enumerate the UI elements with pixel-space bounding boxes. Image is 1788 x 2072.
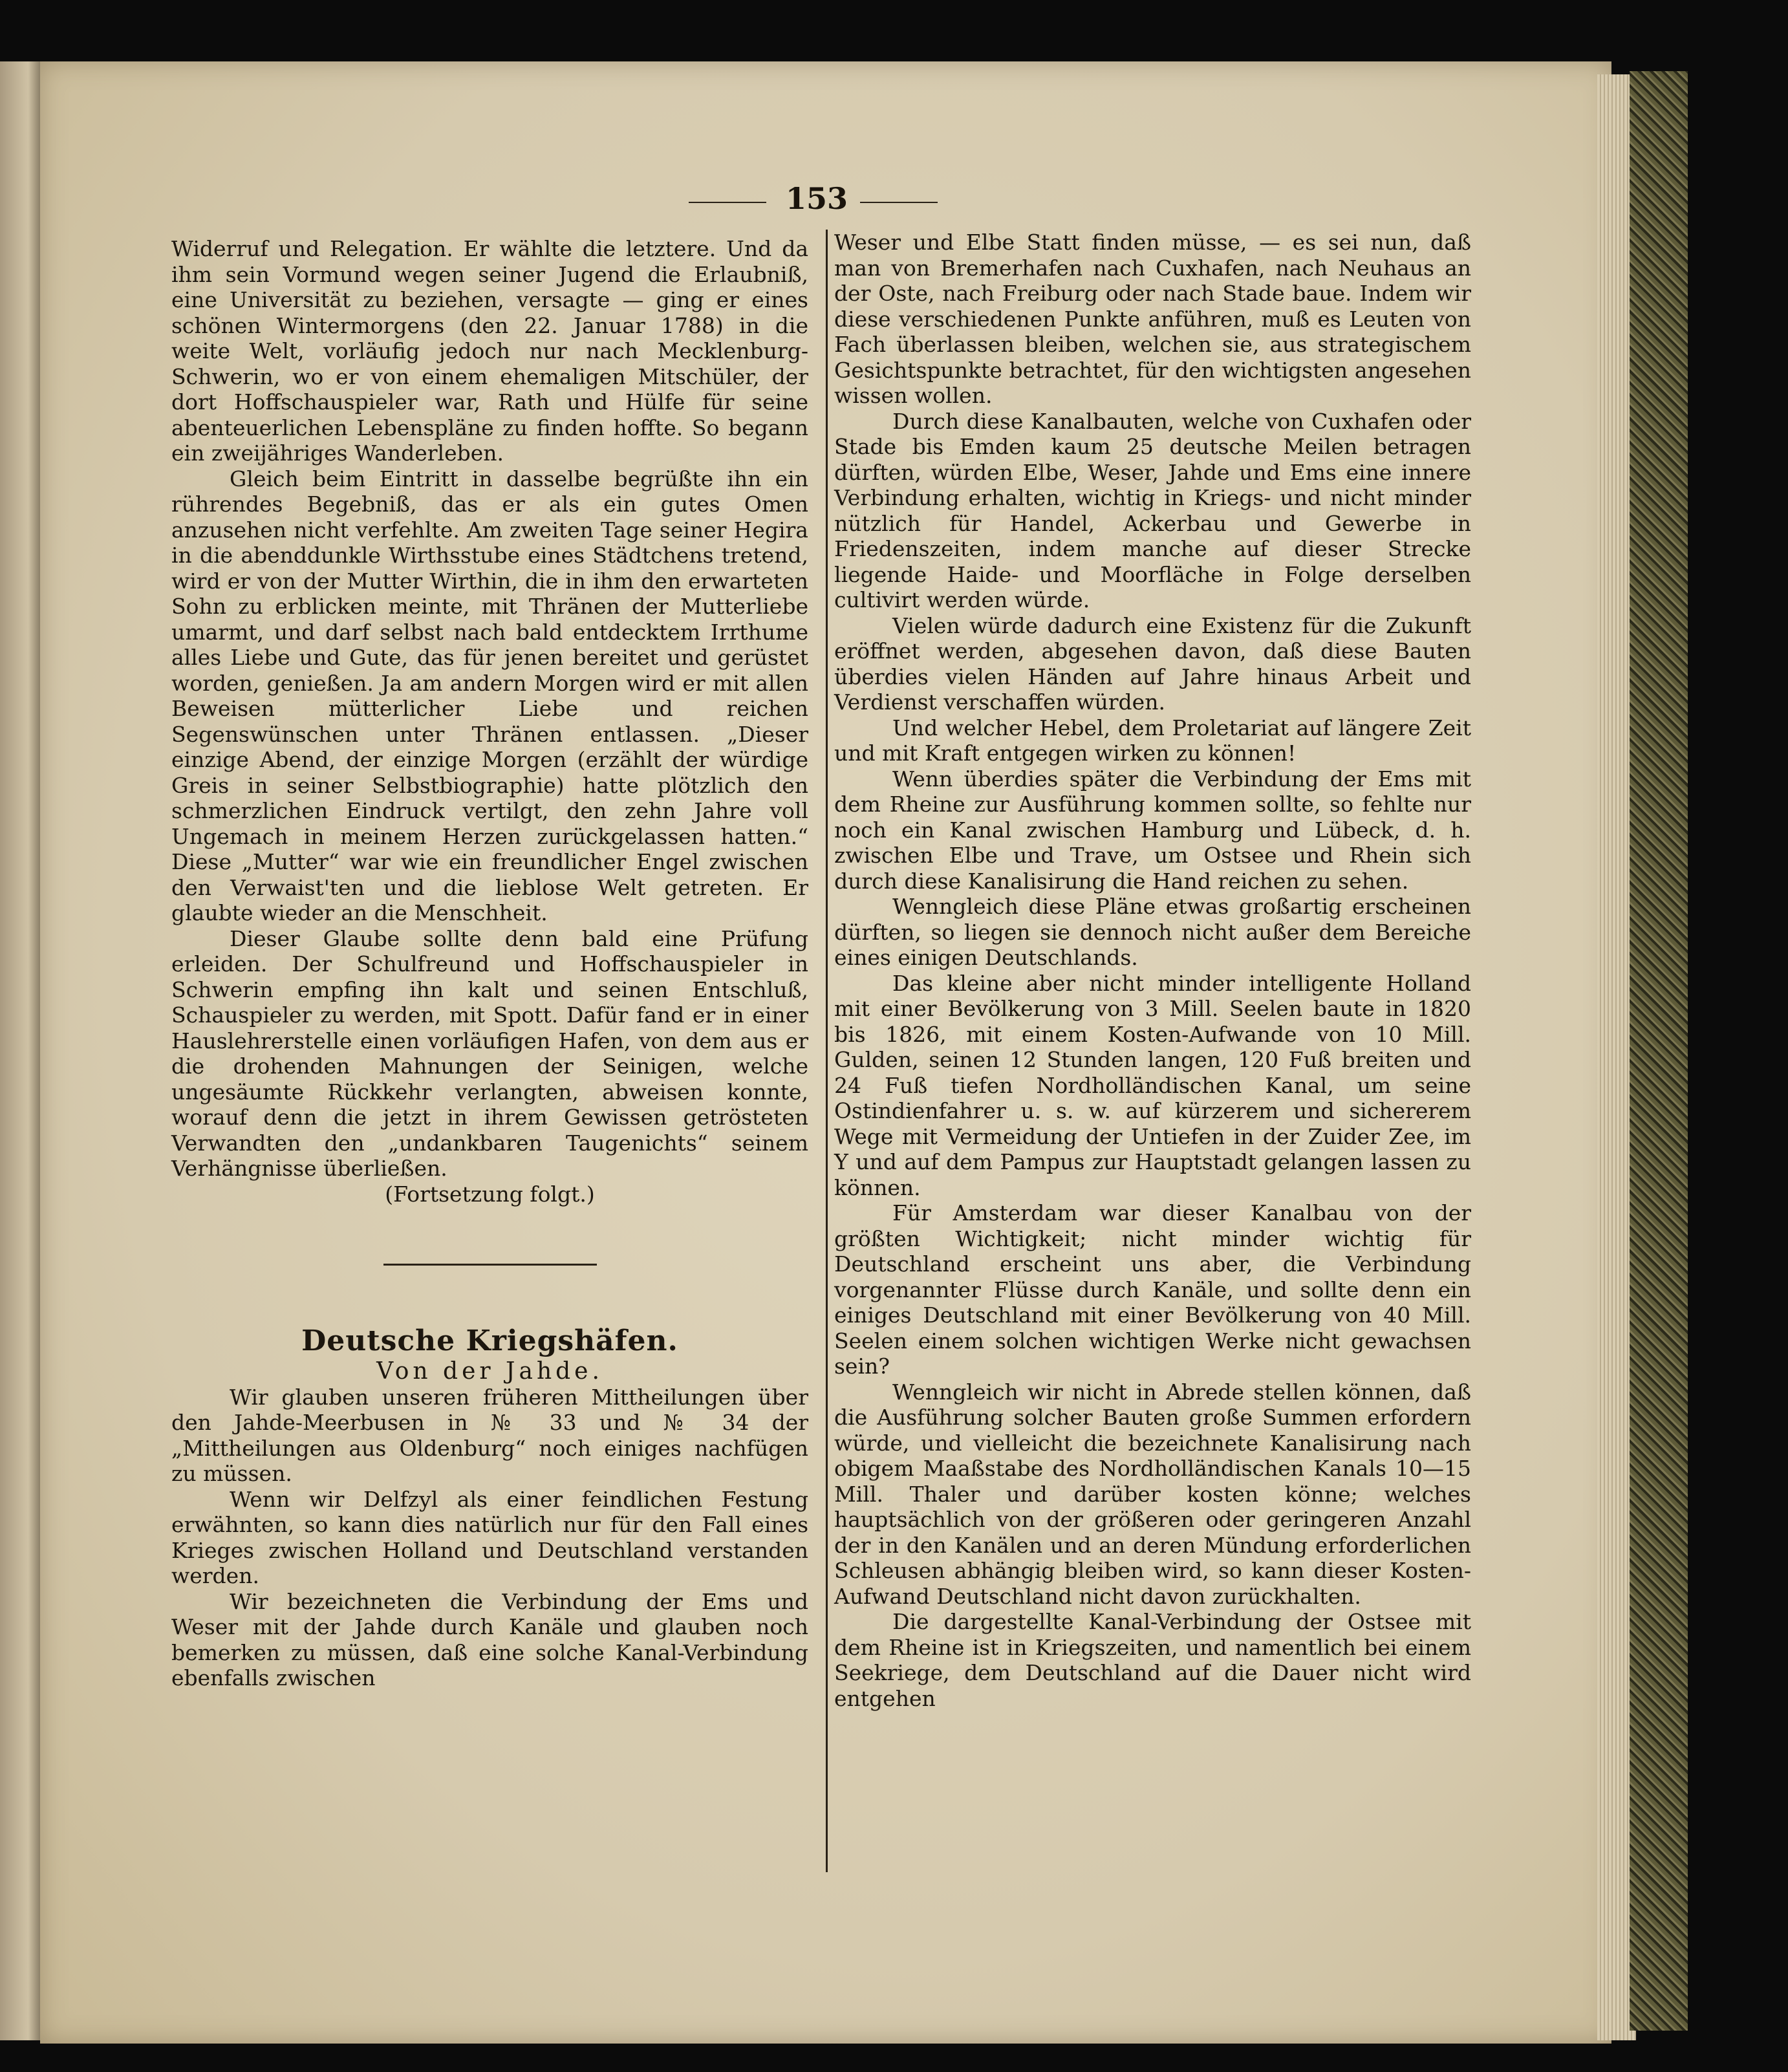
article-subtitle: Von der Jahde.	[376, 1358, 603, 1385]
paragraph: Wenn wir Delfzyl als einer feindlichen Festung erwähnten, so kann dies natürlich nur für den Fall eines Krieges zwischen Holland und Deutschland verstanden werden.	[171, 1486, 808, 1588]
paragraph: Und welcher Hebel, dem Proletariat auf längere Zeit und mit Kraft entgegen wirken zu können!	[834, 715, 1471, 766]
paragraph: Vielen würde dadurch eine Existenz für die Zukunft eröffnet werden, abgesehen davon, daß diese Bauten überdies vielen Händen auf Jahre hinaus Arbeit und Verdienst verschaffen würden.	[834, 612, 1471, 715]
paragraph: Durch diese Kanalbauten, welche von Cuxhafen oder Stade bis Emden kaum 25 deutsche Meilen betragen dürften, würden Elbe, Weser, Jahde und Ems eine innere Verbindung erhalten, wichtig in Kriegs- und nicht minder nützlich für Handel, Ackerbau und Gewerbe in Friedenszeiten, indem manche auf dieser Strecke liegende Haide- und Moorfläche in Folge derselben cultivirt werden würde.	[834, 408, 1471, 612]
section-divider	[383, 1264, 597, 1266]
header-rule-left	[689, 202, 766, 203]
paragraph: Für Amsterdam war dieser Kanalbau von der größten Wichtigkeit; nicht minder wichtig für Deutschland erscheint uns aber, die Verbindung vorgenannter Flüsse durch Kanäle, und sollte denn ein einiges Deutschland mit einer Bevölkerung von 40 Mill. Seelen einem solchen wichtigen Werke nicht gewachsen sein?	[834, 1200, 1471, 1379]
right-column	[834, 230, 1471, 1711]
paragraph: Widerruf und Relegation. Er wählte die letztere. Und da ihm sein Vormund wegen seiner Jugend die Erlaubniß, eine Universität zu beziehen, versagte — ging er eines schönen Wintermorgens (den 22. Januar 1788) in die weite Welt, vorläufig jedoch nur nach Mecklenburg-Schwerin, wo er von einem ehemaligen Mitschüler, der dort Hoffschauspieler war, Rath und Hülfe für seine abenteuerlichen Lebenspläne zu finden hoffte. So begann ein zweijähriges Wanderleben.	[171, 236, 808, 466]
column-divider	[826, 230, 828, 1872]
paragraph: Weser und Elbe Statt finden müsse, — es sei nun, daß man von Bremerhafen nach Cuxhafen, nach Neuhaus an der Oste, nach Freiburg oder nach Stade baue. Indem wir diese verschiedenen Punkte anführen, muß es Leuten von Fach überlassen bleiben, welchen sie, aus strategischem Gesichtspunkte betrachtet, für den wichtigsten angesehen wissen wollen.	[834, 230, 1471, 408]
paragraph: Dieser Glaube sollte denn bald eine Prüfung erleiden. Der Schulfreund und Hoffschauspieler in Schwerin empfing ihn kalt und seinen Entschluß, Schauspieler zu werden, mit Spott. Dafür fand er in einer Hauslehrerstelle einen vorläufigen Hafen, von dem aus er die drohenden Mahnungen der Seinigen, welche ungesäumte Rückkehr verlangten, abweisen konnte, worauf denn die jetzt in ihrem Gewissen getrösteten Verwandten den „undankbaren Taugenichts“ seinem Verhängnisse überließen.	[171, 925, 808, 1181]
paragraph: Die dargestellte Kanal-Verbindung der Ostsee mit dem Rheine ist in Kriegszeiten, und namentlich bei einem Seekriege, dem Deutschland auf die Dauer nicht wird entgehen	[834, 1609, 1471, 1711]
facing-page-edge	[0, 61, 40, 2040]
article-title: Deutsche Kriegshäfen.	[301, 1324, 678, 1357]
left-column	[171, 236, 808, 1691]
continuation-note: (Fortsetzung folgt.)	[385, 1181, 595, 1207]
marbled-cover-edge	[1630, 71, 1688, 2031]
paragraph: Wir glauben unseren früheren Mittheilungen über den Jahde-Meerbusen in № 33 und № 34 der „Mittheilungen aus Oldenburg“ noch einiges nachfügen zu müssen.	[171, 1384, 808, 1486]
paragraph: Das kleine aber nicht minder intelligente Holland mit einer Bevölkerung von 3 Mill. Seelen baute in 1820 bis 1826, mit einem Kosten-Aufwande von 10 Mill. Gulden, seinen 12 Stunden langen, 120 Fuß breiten und 24 Fuß tiefen Nordholländischen Kanal, um seine Ostindienfahrer u. s. w. auf kürzerem und sichererem Wege mit Vermeidung der Untiefen in der Zuider Zee, im Y und auf dem Pampus zur Hauptstadt gelangen lassen zu können.	[834, 970, 1471, 1200]
paragraph: Wenngleich diese Pläne etwas großartig erscheinen dürften, so liegen sie dennoch nicht außer dem Bereiche eines einigen Deutschlands.	[834, 894, 1471, 970]
paragraph: Wenngleich wir nicht in Abrede stellen können, daß die Ausführung solcher Bauten große Summen erfordern würde, und vielleicht die bezeichnete Kanalisirung nach obigem Maaßstabe des Nordholländischen Kanals 10—15 Mill. Thaler und darüber kosten könne; welches hauptsächlich von der größeren oder geringeren Anzahl der in den Kanälen und an deren Mündung erforderlichen Schleusen abhängig bleiben wird, so kann dieser Kosten-Aufwand Deutschland nicht davon zurückhalten.	[834, 1379, 1471, 1609]
page-number: 153	[786, 181, 848, 216]
paragraph: Wir bezeichneten die Verbindung der Ems und Weser mit der Jahde durch Kanäle und glauben noch bemerken zu müssen, daß eine solche Kanal-Verbindung ebenfalls zwischen	[171, 1588, 808, 1690]
paragraph: Wenn überdies später die Verbindung der Ems mit dem Rheine zur Ausführung kommen sollte, so fehlte nur noch ein Kanal zwischen Hamburg und Lübeck, d. h. zwischen Elbe und Trave, um Ostsee und Rhein sich durch diese Kanalisirung die Hand reichen zu sehen.	[834, 766, 1471, 894]
header-rule-right	[860, 202, 938, 203]
paragraph: Gleich beim Eintritt in dasselbe begrüßte ihn ein rührendes Begebniß, das er als ein gutes Omen anzusehen nicht verfehlte. Am zweiten Tage seiner Hegira in die abenddunkle Wirthsstube eines Städtchens tretend, wird er von der Mutter Wirthin, die in ihm den erwarteten Sohn zu erblicken meinte, mit Thränen der Mutterliebe umarmt, und darf selbst nach bald entdecktem Irrthume alles Liebe und Gute, das für jenen bereitet und gerüstet worden, genießen. Ja am andern Morgen wird er mit allen Beweisen mütterlicher Liebe und reichen Segenswünschen unter Thränen entlassen. „Dieser einzige Abend, der einzige Morgen (erzählt der würdige Greis in seiner Selbstbiographie) hatte plötzlich den schmerzlichen Eindruck vertilgt, den zehn Jahre voll Ungemach in meinem Herzen zurückgelassen hatten.“ Diese „Mutter“ war wie ein freundlicher Engel zwischen den Verwaist'ten und die lieblose Welt getreten. Er glaubte wieder an die Menschheit.	[171, 466, 808, 925]
